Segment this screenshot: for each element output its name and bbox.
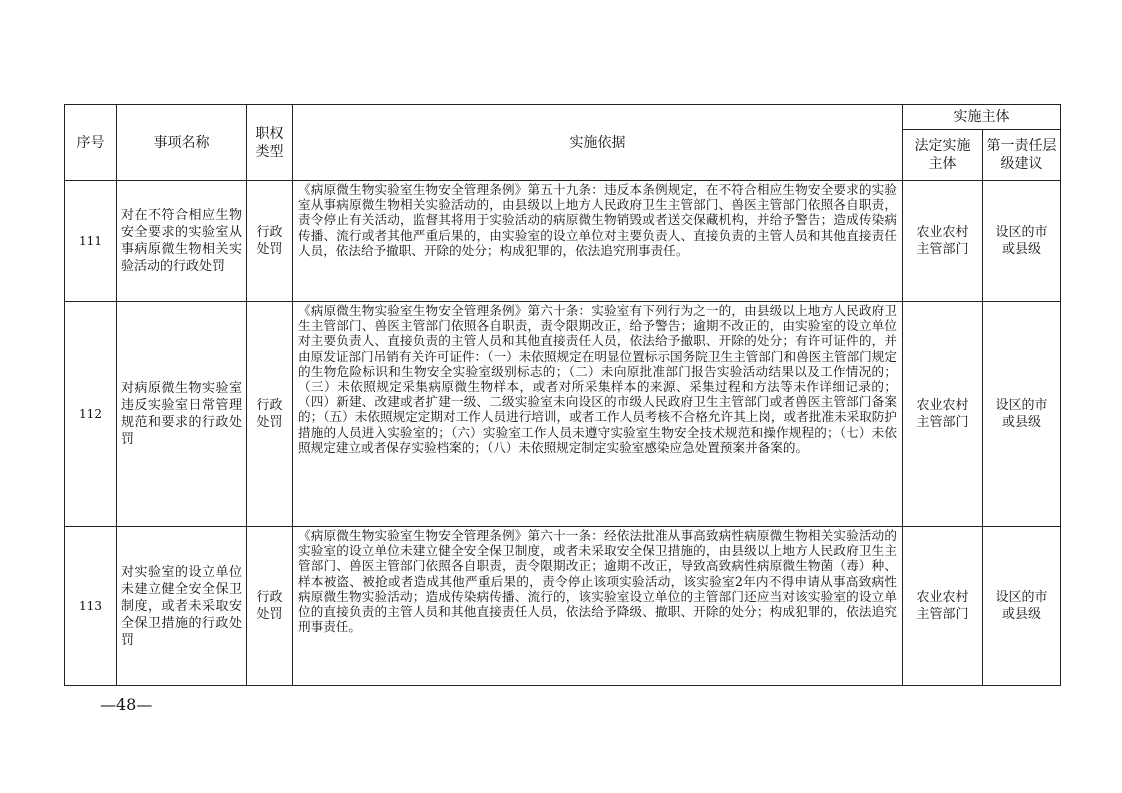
row-basis: 《病原微生物实验室生物安全管理条例》第六十条：实验室有下列行为之一的，由县级以上地方人民政府卫生主管部门、兽医主管部门依照各自职责，责令限期改正，给予警告；逾期不改正的，由实验室的设立单位对主要负责人、直接负责的主管人员和其他直接责任人员，依法给予撤职、开除的处分；有许可证件的，并由原发证部门吊销有关许可证件：（一）未依照规定在明显位置标示国务院卫生主管部门和兽医主管部门规定的生物危险标识和生物安全实验室级别标志的；（二）未向原批准部门报告实验活动结果以及工作情况的；（三）未依照规定采集病原微生物样本，或者对所采集样本的来源、采集过程和方法等未作详细记录的；（四）新建、改建或者扩建一级、二级实验室未向设区的市级人民政府卫生主管部门或者兽医主管部门备案的；（五）未依照规定定期对工作人员进行培训，或者工作人员考核不合格允许其上岗，或者批准未采取防护措施的人员进入实验室的；（六）实验室工作人员未遵守实验室生物安全技术规范和操作规程的；（七）未依照规定建立或者保存实验档案的；（八）未依照规定制定实验室感染应急处置预案并备案的。 bbox=[293, 302, 903, 527]
page-number: —48— bbox=[100, 695, 153, 714]
header-legal-subject bbox=[903, 130, 983, 181]
row-first-level bbox=[983, 181, 1061, 302]
row-first-level-text: 设区的市或县级 bbox=[995, 398, 1048, 430]
row-first-level-text: 设区的市或县级 bbox=[995, 590, 1048, 622]
row-first-level-text: 设区的市或县级 bbox=[995, 225, 1048, 257]
table-row bbox=[65, 302, 1061, 527]
row-legal-subject bbox=[903, 527, 983, 686]
row-power-type bbox=[247, 302, 293, 527]
table-row bbox=[65, 181, 1061, 302]
row-seq: 112 bbox=[65, 302, 117, 527]
row-item-name: 对在不符合相应生物安全要求的实验室从事病原微生物相关实验活动的行政处罚 bbox=[117, 181, 247, 302]
row-basis: 《病原微生物实验室生物安全管理条例》第六十一条：经依法批准从事高致病性病原微生物相关实验活动的实验室的设立单位未建立健全安全保卫制度，或者未采取安全保卫措施的，由县级以上地方人民政府卫生主管部门、兽医主管部门依照各自职责，责令限期改正；逾期不改正，导致高致病性病原微生物菌（毒）种、样本被盗、被抢或者造成其他严重后果的，责令停止该项实验活动，该实验室2年内不得申请从事高致病性病原微生物实验活动；造成传染病传播、流行的，该实验室设立单位的主管部门还应当对该实验室的设立单位的直接负责的主管人员和其他直接责任人员，依法给予降级、撤职、开除的处分；构成犯罪的，依法追究刑事责任。 bbox=[293, 527, 903, 686]
row-seq: 111 bbox=[65, 181, 117, 302]
row-power-type-text: 行政处罚 bbox=[256, 398, 283, 430]
header-item-name: 事项名称 bbox=[117, 105, 247, 181]
row-item-name: 对实验室的设立单位未建立健全安全保卫制度，或者未采取安全保卫措施的行政处罚 bbox=[117, 527, 247, 686]
header-first-level-text: 第一责任层级建议 bbox=[986, 138, 1057, 172]
row-basis: 《病原微生物实验室生物安全管理条例》第五十九条：违反本条例规定，在不符合相应生物安全要求的实验室从事病原微生物相关实验活动的，由县级以上地方人民政府卫生主管部门、兽医主管部门依照各自职责，责令停止有关活动，监督其将用于实验活动的病原微生物销毁或者送交保藏机构，并给予警告；造成传染病传播、流行或者其他严重后果的，由实验室的设立单位对主要负责人、直接负责的主管人员和其他直接责任人员，依法给予撤职、开除的处分；构成犯罪的，依法追究刑事责任。 bbox=[293, 181, 903, 302]
row-power-type bbox=[247, 181, 293, 302]
header-basis: 实施依据 bbox=[293, 105, 903, 181]
header-subject-group: 实施主体 bbox=[903, 105, 1061, 130]
header-power-type bbox=[247, 105, 293, 181]
header-legal-subject-text: 法定实施主体 bbox=[914, 138, 971, 172]
row-legal-subject-text: 农业农村主管部门 bbox=[916, 590, 969, 622]
row-item-name: 对病原微生物实验室违反实验室日常管理规范和要求的行政处罚 bbox=[117, 302, 247, 527]
row-first-level bbox=[983, 302, 1061, 527]
row-legal-subject bbox=[903, 302, 983, 527]
document-table-container bbox=[64, 104, 1060, 686]
header-power-type-text: 职权类型 bbox=[255, 125, 284, 160]
row-legal-subject-text: 农业农村主管部门 bbox=[916, 225, 969, 257]
row-power-type bbox=[247, 527, 293, 686]
header-first-level bbox=[983, 130, 1061, 181]
row-power-type-text: 行政处罚 bbox=[256, 225, 283, 257]
table-row bbox=[65, 527, 1061, 686]
enforcement-items-table bbox=[64, 104, 1061, 686]
row-legal-subject-text: 农业农村主管部门 bbox=[916, 398, 969, 430]
row-power-type-text: 行政处罚 bbox=[256, 590, 283, 622]
header-seq: 序号 bbox=[65, 105, 117, 181]
row-legal-subject bbox=[903, 181, 983, 302]
row-first-level bbox=[983, 527, 1061, 686]
row-seq: 113 bbox=[65, 527, 117, 686]
